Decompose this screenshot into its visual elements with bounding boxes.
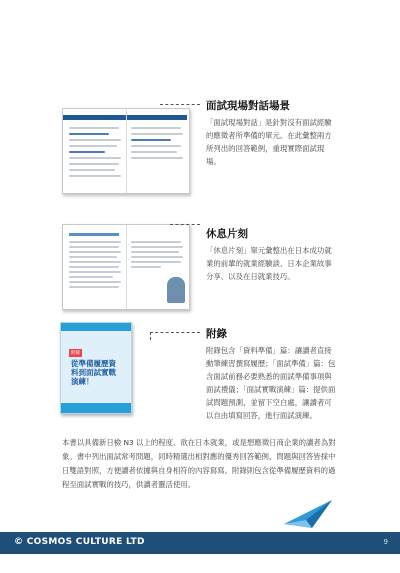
cover-badge: 附錄 (71, 351, 80, 356)
section-title-appendix: 附錄 (206, 328, 227, 340)
section-title-dialogue: 面試現場對話場景 (206, 100, 290, 112)
footer-brand: © COSMOS CULTURE LTD (14, 537, 145, 547)
paper-plane-icon (282, 498, 336, 532)
intro-paragraph: 本書以具備新日檢 N3 以上的程度、欲在日本就業，或是想應徵日商企業的讀者為對象。書中列出面試常考問題，同時精選出相對應的優秀回答範例，問題與回答皆採中日雙語對照，方便讀者依據與自身相符的內容寫寫。附錄則包含從準備履歷資料的過程至面試實戰的技巧，供讀者靈活使用。 (62, 438, 336, 489)
connector-line-vertical (150, 332, 151, 340)
page-number: 9 (383, 538, 388, 546)
illustration-figure-icon (167, 277, 185, 303)
section-body-appendix: 附錄包含「資料準備」篇：讓讀者直接動筆練習撰寫履歷；「面試準備」篇：包含面試前務必要熟悉的面試準備事項與面試禮儀；「面試實戰演練」篇：提供面試問題預測，並留下空白處，讓讀者可以自由填寫回答，進行面試演練。 (206, 346, 336, 420)
section-title-break: 休息片刻 (206, 228, 248, 240)
cover-title: 從準備履歷資料到面試實戰演練！ (71, 359, 116, 386)
footer-bar (0, 532, 400, 554)
connector-line (160, 104, 200, 105)
connector-line (150, 332, 200, 333)
thumbnail-dialogue-spread (62, 108, 190, 194)
thumbnail-appendix-cover (60, 322, 132, 414)
section-body-break: 「休息片刻」單元彙整出在日本成功就業的前輩的就業經驗談、日本企業故事分享、以及在日就業技巧。 (206, 246, 332, 281)
thumbnail-break-spread (62, 224, 190, 310)
connector-line (170, 224, 200, 225)
section-body-dialogue: 「面試現場對話」是針對沒有面試經驗的應徵者所準備的單元。在此彙整兩方所列出的回答範例，重現實際面試現場。 (206, 118, 332, 166)
